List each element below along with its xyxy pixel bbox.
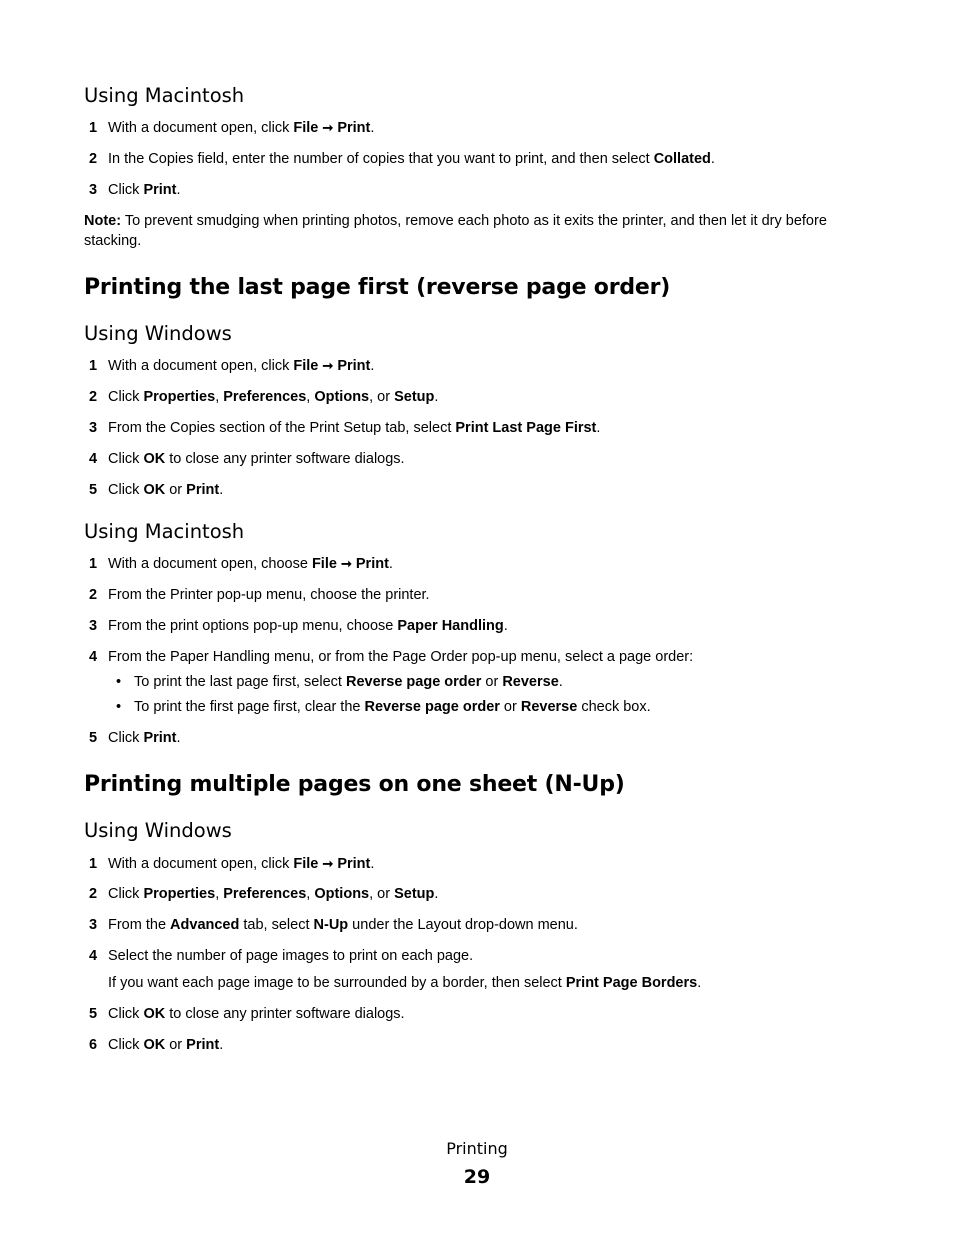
section-title-reverse-page-order: Printing the last page first (reverse page order): [84, 275, 671, 300]
heading-using-windows: Using Windows: [84, 322, 232, 345]
page-number: 29: [463, 1166, 491, 1188]
arrow-icon: ➞: [322, 856, 334, 871]
arrow-icon: ➞: [340, 556, 352, 571]
section-title-n-up: Printing multiple pages on one sheet (N-Up): [84, 772, 625, 797]
bullet-icon: •: [116, 674, 122, 690]
heading-using-windows: Using Windows: [84, 819, 232, 842]
footer-section-name: Printing: [446, 1139, 508, 1158]
heading-using-macintosh: Using Macintosh: [84, 84, 245, 107]
heading-using-macintosh: Using Macintosh: [84, 520, 245, 543]
step-4-detail: If you want each page image to be surrounded by a border, then select Print Page Borders.: [108, 975, 702, 991]
arrow-icon: ➞: [322, 358, 334, 373]
arrow-icon: ➞: [322, 120, 334, 135]
bullet-icon: •: [116, 699, 122, 715]
note: Note: To prevent smudging when printing photos, remove each photo as it exits the printer, and then let it dry before stacking.: [84, 213, 827, 249]
